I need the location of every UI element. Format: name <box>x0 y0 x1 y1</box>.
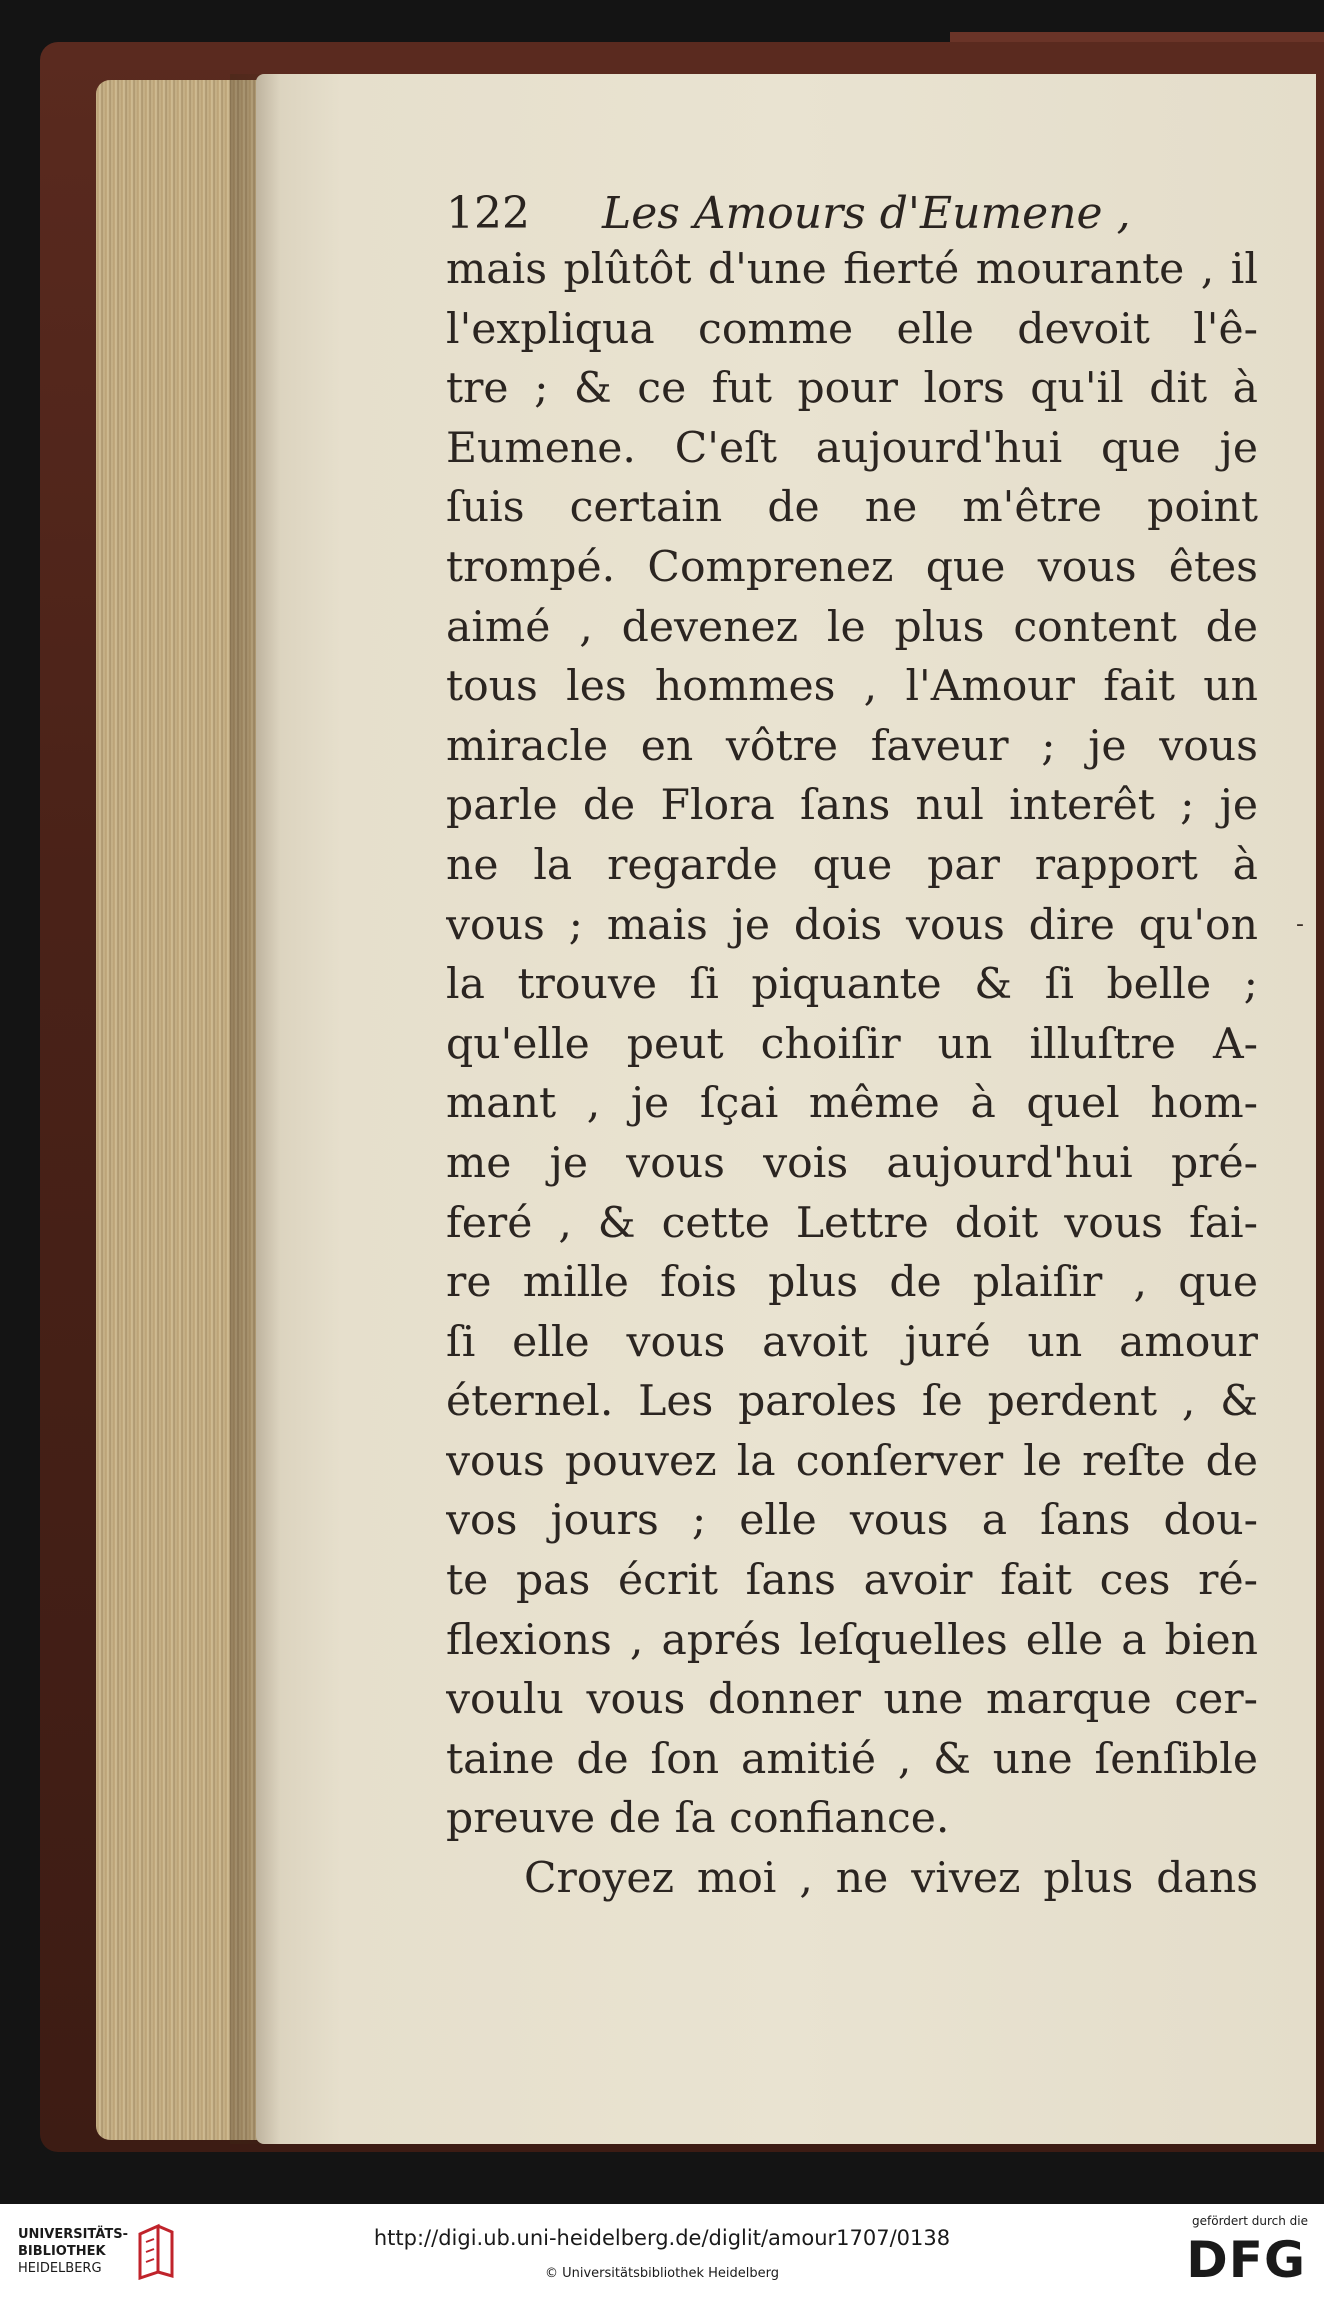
text-line: tre ; & ce fut pour lors qu'il dit à <box>446 364 1258 414</box>
gutter-shadow <box>230 74 280 2144</box>
footer-bar <box>0 2204 1324 2301</box>
body-text <box>446 240 1258 1909</box>
dfg-logo: DFG <box>1186 2231 1306 2289</box>
running-header <box>446 188 1131 239</box>
text-line: vous ; mais je dois vous dire qu'on <box>446 900 1258 950</box>
text-line: miracle en vôtre faveur ; je vous <box>446 721 1258 771</box>
funding-label: gefördert durch die <box>1192 2214 1308 2228</box>
text-line: ne la regarde que par rapport à <box>446 840 1258 890</box>
text-line: re mille fois plus de plaiſir , que <box>446 1258 1258 1308</box>
text-line: me je vous vois aujourd'hui pré- <box>446 1138 1258 1188</box>
copyright-notice: © Universitätsbibliothek Heidelberg <box>544 2266 779 2281</box>
text-line: vous pouvez la conſerver le reſte de <box>446 1436 1258 1486</box>
text-line: mais plûtôt d'une fierté mourante , il <box>446 245 1258 294</box>
text-line: feré , & cette Lettre doit vous fai- <box>446 1198 1258 1248</box>
text-line: ſuis certain de ne m'être point <box>446 483 1258 533</box>
running-title: Les Amours d'Eumene , <box>601 188 1131 239</box>
library-name-line: HEIDELBERG <box>18 2261 102 2276</box>
text-line: mant , je ſçai même à quel hom- <box>446 1079 1258 1129</box>
text-line: l'expliqua comme elle devoit l'ê- <box>446 304 1258 354</box>
text-line: Eumene. C'eſt aujourd'hui que je <box>446 423 1258 473</box>
text-line: te pas écrit ſans avoir fait ces ré- <box>446 1556 1258 1606</box>
text-line: flexions , aprés leſquelles elle a bien <box>446 1615 1258 1665</box>
text-line: parle de Flora ſans nul interêt ; je <box>446 781 1258 831</box>
text-line: trompé. Comprenez que vous êtes <box>446 542 1258 592</box>
library-name-line: UNIVERSITÄTS- <box>18 2227 128 2242</box>
text-line: la trouve ſi piquante & ſi belle ; <box>446 960 1258 1010</box>
library-name-line: BIBLIOTHEK <box>18 2244 106 2259</box>
text-line: vos jours ; elle vous a ſans dou- <box>446 1496 1258 1546</box>
text-line: ſi elle vous avoit juré un amour <box>446 1317 1258 1367</box>
text-line: preuve de ſa confiance. <box>446 1794 950 1844</box>
text-line: Croyez moi , ne vivez plus dans <box>524 1854 1258 1904</box>
text-line: aimé , devenez le plus content de <box>446 602 1258 652</box>
text-line: qu'elle peut choiſir un illuſtre A- <box>446 1019 1258 1069</box>
text-line: éternel. Les paroles ſe perdent , & <box>446 1377 1258 1427</box>
permalink-url[interactable]: http://digi.ub.uni-heidelberg.de/diglit/amour1707/0138 <box>373 2226 951 2250</box>
page-number: 122 <box>446 188 530 239</box>
text-line: taine de ſon amitié , & une ſenſible <box>446 1734 1258 1784</box>
text-line: tous les hommes , l'Amour fait un <box>446 662 1258 712</box>
text-line: voulu vous donner une marque cer- <box>446 1675 1258 1725</box>
margin-marker: - <box>1296 912 1304 937</box>
